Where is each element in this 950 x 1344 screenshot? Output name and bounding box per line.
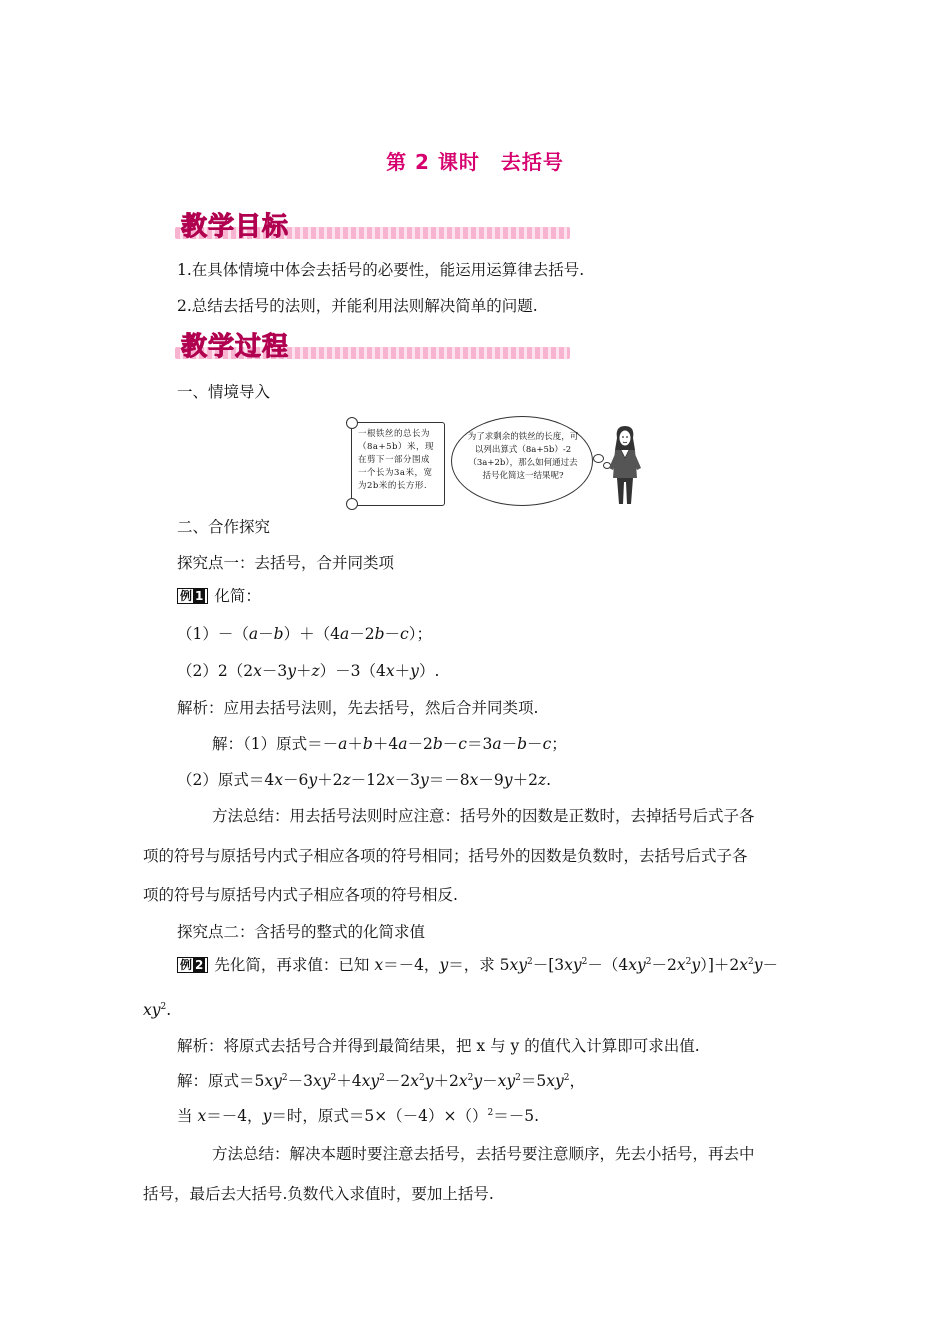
method-summary-2-line-2: 括号，最后去大括号.负数代入求值时，要加上括号. <box>143 1185 494 1203</box>
explore-point-1: 探究点一：去括号，合并同类项 <box>177 554 395 572</box>
method-summary-1-line-3: 项的符号与原括号内式子相应各项的符号相反. <box>143 886 458 904</box>
example-1-analysis: 解析：应用去括号法则，先去括号，然后合并同类项. <box>177 699 539 717</box>
example-1-prompt: 化简： <box>214 587 261 605</box>
cloud-text: 为了求剩余的铁丝的长度，可以列出算式（8a+5b）-2（3a+2b），那么如何通过去括号化简这一结果呢? <box>467 432 579 481</box>
section-explore-heading: 二、合作探究 <box>177 518 271 536</box>
banner-label: 教学目标 <box>181 212 290 242</box>
scroll-text: 一根铁丝的总长为（8a+5b）米，现在剪下一部分围成一个长为3a米，宽为2b米的长方形. <box>358 429 434 491</box>
example-1-badge: 例 1 <box>177 588 208 604</box>
section-intro-heading: 一、情境导入 <box>177 383 271 401</box>
example-1-solution-2: （2）原式＝4x－6y＋2z－12x－3y＝－8x－9y＋2z. <box>177 771 552 789</box>
example-2-solution-2: 当 x＝－4，y＝时，原式＝5×（－4）×（）$^2$＝－5. <box>177 1107 540 1125</box>
method-summary-2-line-1: 方法总结：解决本题时要注意去括号，去括号要注意顺序，先去小括号，再去中 <box>212 1145 755 1163</box>
example-1-problem-2: （2）2（2x－3y＋z）－3（4x＋y）. <box>177 662 440 680</box>
goal-1: 1.在具体情境中体会去括号的必要性，能运用运算律去括号. <box>177 261 585 279</box>
example-2-badge: 例 2 <box>177 957 208 973</box>
page-title: 第 2 课时 去括号 <box>386 150 564 174</box>
method-summary-1-line-1: 方法总结：用去括号法则时应注意：括号外的因数是正数时，去掉括号后式子各 <box>212 807 755 825</box>
teacher-figure-icon <box>607 424 643 506</box>
goal-2: 2.总结去括号的法则，并能利用法则解决简单的问题. <box>177 297 538 315</box>
thought-cloud <box>451 416 593 506</box>
banner-teaching-goals <box>175 206 570 242</box>
example-2-prompt-continued: $xy^2$. <box>143 1001 172 1019</box>
example-2-prompt-line: 例 2 先化简，再求值：已知 x＝－4，y＝，求 $5xy^2-[3xy^2-(4xy^2-2x^2y)]+2x^2y-$ <box>177 955 778 975</box>
example-1-solution-1: 解：（1）原式＝－a＋b＋4a－2b－c＝3a－b－c； <box>212 735 567 753</box>
example-1-prompt-line <box>177 586 261 606</box>
example-2-analysis: 解析：将原式去括号合并得到最简结果，把 x 与 y 的值代入计算即可求出值. <box>177 1037 700 1055</box>
banner-teaching-process <box>175 326 570 362</box>
scroll-curl-bottom <box>346 498 358 510</box>
example-2-solution-1: 解：原式$=5xy^2-3xy^2+4xy^2-2x^2y+2x^2y-xy^2=5xy^2$， <box>177 1072 585 1090</box>
scroll-curl-top <box>346 417 358 429</box>
intro-illustration <box>345 414 645 506</box>
explore-point-2: 探究点二：含括号的整式的化简求值 <box>177 923 426 941</box>
method-summary-1-line-2: 项的符号与原括号内式子相应各项的符号相同；括号外的因数是负数时，去括号后式子各 <box>143 847 748 865</box>
scroll-card <box>351 422 445 506</box>
thought-bubble <box>593 454 604 463</box>
banner-label: 教学过程 <box>181 332 290 362</box>
example-1-problem-1: （1）－（a－b）＋（4a－2b－c）； <box>177 625 432 643</box>
